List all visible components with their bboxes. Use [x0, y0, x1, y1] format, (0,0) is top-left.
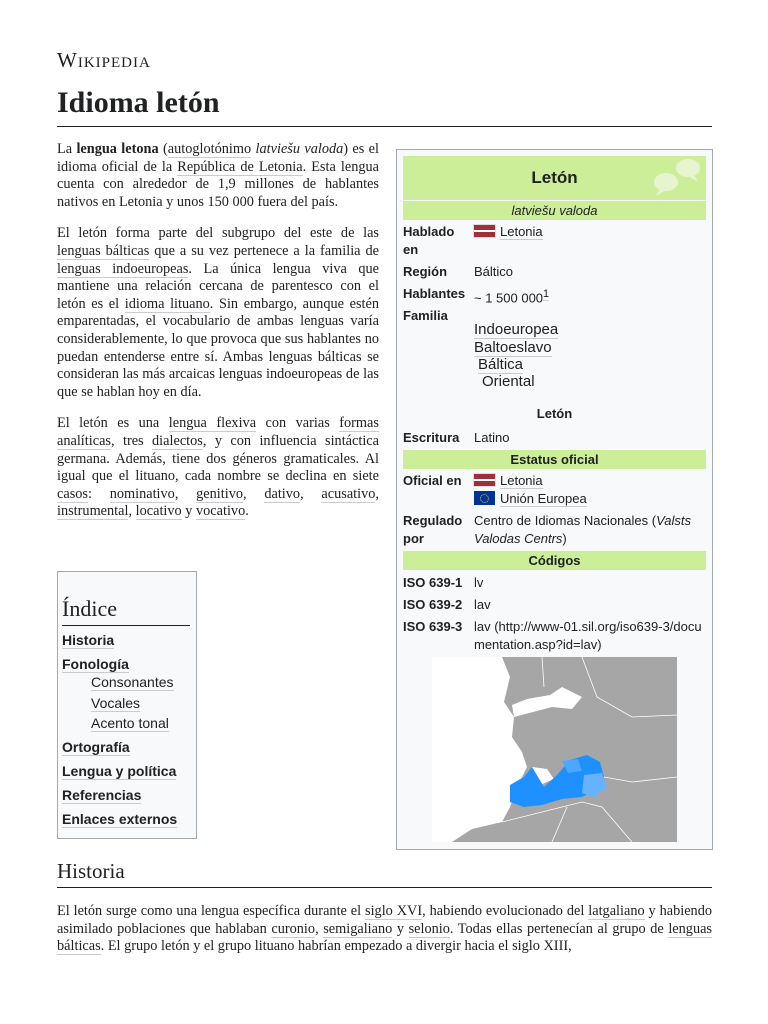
section-divider: [57, 887, 712, 888]
speech-bubble-icon: [646, 156, 706, 200]
label-script: Escritura: [403, 430, 460, 445]
link-vocativo[interactable]: vocativo: [196, 503, 246, 520]
family-baltoeslavo[interactable]: Baltoeslavo: [474, 339, 552, 356]
latvia-flag-icon: [474, 474, 495, 486]
infobox-native-name: latviešu valoda: [403, 201, 706, 220]
intro-paragraph-3: El letón es una lengua flexiva con varias formas analíticas, tres dialectos, y con influencia sintáctica germana. Además, tiene dos géneros gramaticales. Al igual que el lituano, cada nombre se declina en siete casos: nominativo, genitivo, dativo, acusativo, instrumental, locativo y vocativo.: [57, 415, 379, 520]
value-iso1: lv: [474, 575, 484, 590]
infobox-title: Letón: [531, 168, 578, 187]
label-iso1: ISO 639-1: [403, 575, 463, 590]
label-regulated: Regulado por: [403, 513, 463, 546]
link-letonia[interactable]: Letonia: [500, 224, 543, 239]
link-dativo[interactable]: dativo: [264, 485, 301, 502]
eu-flag-icon: [474, 491, 495, 505]
value-official-eu: [474, 490, 587, 508]
link-semigaliano[interactable]: semigaliano: [323, 920, 393, 937]
section-heading-historia: Historia: [57, 859, 125, 883]
family-oriental: Oriental: [482, 373, 535, 390]
intro-paragraph-1: La lengua letona (autoglotónimo latviešu valoda) es el idioma oficial de la República de Letonia. Esta lengua cuenta con alrededor de 1,9 millones de hablantes nativos en Letonia y unos 150 000 fuera del país.: [57, 141, 379, 210]
link-formas-analiticas[interactable]: formas analíticas: [57, 415, 379, 449]
family-leaf: Letón: [536, 406, 573, 421]
toc-item-ortografia[interactable]: Ortografía: [62, 739, 130, 755]
toc-divider: [62, 625, 190, 626]
link-official-letonia[interactable]: Letonia: [500, 473, 543, 488]
official-status-header: Estatus oficial: [403, 450, 706, 469]
link-locativo[interactable]: locativo: [135, 503, 182, 520]
link-dialectos[interactable]: dialectos: [152, 432, 203, 449]
wikipedia-wordmark[interactable]: Wikipedia: [57, 48, 151, 72]
link-union-europea[interactable]: Unión Europea: [500, 491, 587, 506]
link-republica-letonia[interactable]: República de Letonia: [177, 158, 303, 175]
value-official-latvia: [474, 472, 543, 490]
native-name: latviešu valoda: [255, 141, 344, 157]
toc-item-historia[interactable]: Historia: [62, 632, 115, 648]
label-official: Oficial en: [403, 473, 462, 488]
link-lenguas-balticas-2[interactable]: lenguas bálticas: [57, 920, 713, 955]
bold-term: lengua letona: [76, 141, 159, 157]
link-siglo-xvi[interactable]: siglo XVI: [365, 903, 423, 919]
page-title: Idioma letón: [57, 86, 220, 119]
link-nominativo[interactable]: nominativo: [109, 485, 175, 502]
toc-item-vocales[interactable]: Vocales: [91, 695, 141, 711]
toc-item-acento-tonal[interactable]: Acento tonal: [91, 715, 169, 731]
link-lenguas-indoeuropeas[interactable]: lenguas indoeuropeas: [57, 260, 189, 277]
link-casos[interactable]: casos: [57, 485, 88, 502]
link-genitivo[interactable]: genitivo: [196, 485, 244, 502]
intro-text: [57, 141, 379, 535]
link-acusativo[interactable]: acusativo: [321, 485, 376, 502]
family-baltica[interactable]: Báltica: [478, 356, 524, 373]
link-lengua-flexiva[interactable]: lengua flexiva: [168, 415, 257, 432]
table-of-contents: [57, 571, 197, 839]
family-indoeuropea[interactable]: Indoeuropea: [474, 321, 559, 338]
toc-item-fonologia[interactable]: Fonología: [62, 656, 129, 672]
toc-title: Índice: [62, 596, 117, 621]
toc-item-referencias[interactable]: Referencias: [62, 787, 142, 803]
label-iso2: ISO 639-2: [403, 597, 463, 612]
value-iso3[interactable]: lav (http://www-01.sil.org/iso639-3/documentation.asp?id=lav): [474, 619, 702, 652]
title-divider: [57, 126, 712, 127]
reference-link[interactable]: 1: [543, 288, 550, 300]
intro-paragraph-2: El letón forma parte del subgrupo del este de las lenguas bálticas que a su vez pertenece a la familia de lenguas indoeuropeas. La única lengua viva que mantiene una relación cercana de parentesco con el letón es el idioma lituano. Sin embargo, aunque estén emparentadas, el vocabulario de ambas lenguas varía considerablemente, lo que provoca que sus hablantes no puedan entenderse entre sí. Ambas lenguas bálticas se consideran las más arcaicas lenguas indoeuropeas de las que se hablan hoy en día.: [57, 225, 379, 400]
codes-header: Códigos: [403, 551, 706, 570]
toc-item-consonantes[interactable]: Consonantes: [91, 674, 174, 690]
latvia-flag-icon: [474, 225, 495, 237]
value-iso2: lav: [474, 597, 491, 612]
toc-item-lengua-politica[interactable]: Lengua y política: [62, 763, 177, 779]
language-infobox: [396, 149, 713, 850]
link-latgaliano[interactable]: latgaliano: [588, 903, 645, 919]
link-idioma-lituano[interactable]: idioma lituano: [124, 295, 210, 312]
label-family: Familia: [403, 308, 448, 323]
label-speakers: Hablantes: [403, 286, 466, 301]
link-autoglotonimo[interactable]: autoglotónimo: [167, 141, 252, 157]
history-text: El letón surge como una lengua específica durante el siglo XVI, habiendo evolucionado del latgaliano y habiendo asimilado poblaciones que hablaban curonio, semigaliano y selonio. Todas ellas pertenecían al grupo de lenguas bálticas. El grupo letón y el grupo lituano habrían empezado a divergir hacia el siglo XIII,: [57, 903, 713, 955]
value-regulated: Centro de Idiomas Nacionales (Valsts Valodas Centrs): [474, 513, 692, 546]
latvia-locator-map: [432, 657, 677, 842]
value-spoken-in: [474, 223, 543, 241]
label-region: Región: [403, 264, 448, 279]
value-region[interactable]: Báltico: [474, 264, 514, 279]
link-instrumental[interactable]: instrumental: [57, 503, 129, 520]
value-speakers: ~ 1 500 $000^1$: [474, 288, 550, 306]
infobox-header: [403, 156, 706, 200]
label-spoken-in: Hablado en: [403, 224, 455, 257]
link-curonio[interactable]: curonio: [271, 920, 316, 937]
link-lenguas-balticas[interactable]: lenguas bálticas: [57, 242, 150, 259]
link-selonio[interactable]: selonio: [408, 920, 450, 937]
label-iso3: ISO 639-3: [403, 619, 463, 634]
value-script[interactable]: Latino: [474, 430, 510, 445]
toc-item-enlaces-externos[interactable]: Enlaces externos: [62, 811, 178, 827]
